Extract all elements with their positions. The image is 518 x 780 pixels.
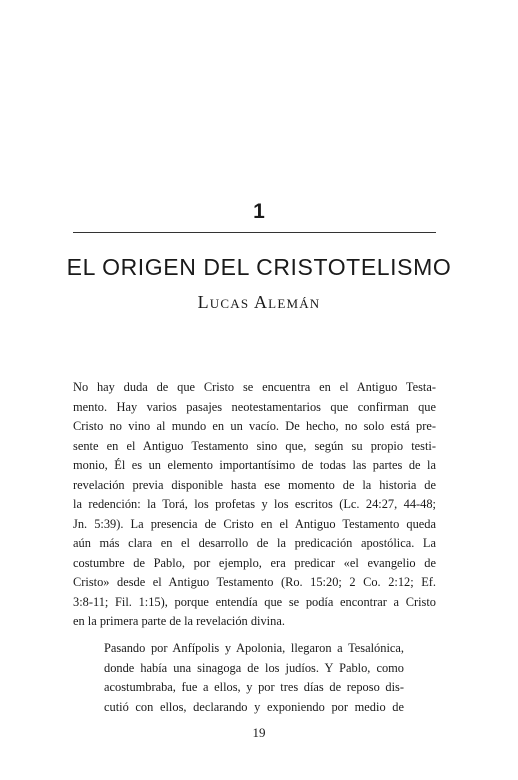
body-line: Jn. 5:39). La presencia de Cristo en el Antiguo Testamento queda (73, 516, 436, 531)
body-line: aún más clara en el desarrollo de la predicación apostólica. La (73, 536, 436, 550)
chapter-title: EL ORIGEN DEL CRISTOTELISMO (66, 254, 452, 280)
body-line: monio, Él es un elemento importantísimo de todas las partes de la (73, 458, 436, 472)
body-line: 3:8-11; Fil. 1:15), porque entendía que se podía encontrar a Cristo (73, 594, 436, 609)
body-line: sente en el Antiguo Testamento sino que, según su propio testi- (73, 438, 436, 453)
body-line: Cristo no vino al mundo en un vacío. De hecho, no solo está pre- (73, 419, 436, 433)
chapter-divider (73, 232, 436, 233)
chapter-number: 1 (253, 200, 265, 223)
body-line: mento. Hay varios pasajes neotestamentarios que confirman que (73, 399, 436, 414)
body-line: Cristo» desde el Antiguo Testamento (Ro. 15:20; 2 Co. 2:12; Ef. (73, 575, 436, 589)
author-name: Lucas Alemán (197, 292, 321, 312)
body-line: revelación previa disponible hasta ese momento de la historia de (73, 477, 436, 492)
body-line: costumbre de Pablo, por ejemplo, era predicar «el evangelio de (73, 555, 436, 570)
quote-line: donde había una sinagoga de los judíos. Y Pablo, como (104, 660, 404, 675)
block-quote (104, 639, 404, 717)
quote-line: acostumbraba, fue a ellos, y por tres días de reposo dis- (104, 680, 404, 694)
quote-line: Pasando por Anfípolis y Apolonia, llegaron a Tesalónica, (104, 641, 404, 655)
page-number: 19 (252, 725, 266, 740)
quote-line: cutió con ellos, declarando y exponiendo por medio de (104, 699, 404, 714)
body-line: en la primera parte de la revelación divina. (73, 614, 285, 628)
body-paragraph (73, 378, 436, 632)
body-line: la redención: la Torá, los profetas y los escritos (Lc. 24:27, 44-48; (73, 497, 436, 511)
body-line: No hay duda de que Cristo se encuentra en el Antiguo Testa- (73, 380, 436, 394)
